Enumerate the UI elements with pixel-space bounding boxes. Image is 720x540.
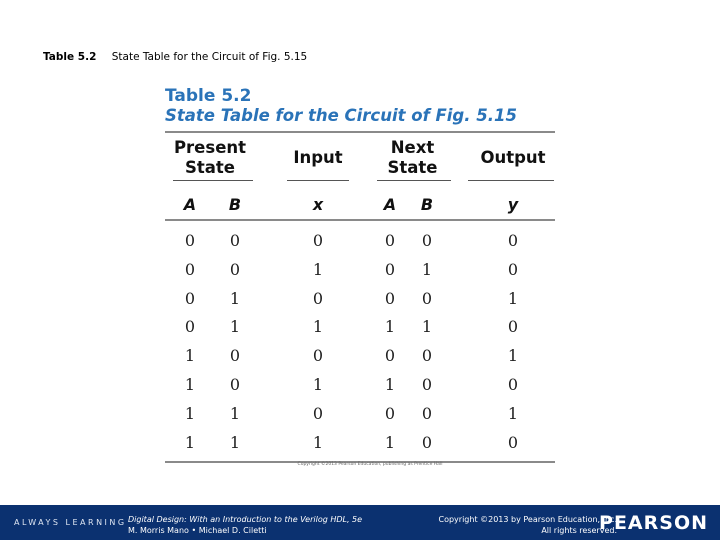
cell: 0 (384, 403, 396, 423)
cell: 1 (229, 432, 241, 452)
pearson-logo: PEARSON (599, 512, 708, 534)
cell: 1 (421, 317, 433, 337)
cell: 0 (384, 346, 396, 366)
table-row (165, 400, 555, 429)
subheader-x: x (312, 195, 324, 214)
cell: 0 (229, 259, 241, 279)
state-table-figure (165, 86, 555, 463)
subheader-next-b: B (420, 195, 434, 214)
output-underline (468, 180, 554, 181)
cell: 1 (384, 432, 396, 452)
next-state-header (375, 138, 450, 178)
caption-text: State Table for the Circuit of Fig. 5.15 (111, 51, 308, 63)
table-body (165, 227, 555, 457)
cell: 0 (384, 231, 396, 250)
subheader-next-a: A (383, 195, 397, 214)
cell: 0 (312, 403, 324, 423)
cell: 1 (421, 259, 433, 279)
figure-subtitle: State Table for the Circuit of Fig. 5.15 (165, 106, 517, 125)
cell: 1 (229, 403, 241, 423)
cell: 1 (184, 346, 196, 366)
present-state-line2: State (185, 158, 235, 177)
cell: 0 (421, 288, 433, 308)
cell: 0 (229, 231, 241, 250)
cell: 1 (507, 288, 519, 308)
cell: 0 (507, 317, 519, 337)
table-row (165, 429, 555, 458)
table-row (165, 256, 555, 285)
subheader-y: y (507, 195, 519, 214)
cell: 0 (507, 432, 519, 452)
always-learning-logo: ALWAYS LEARNING (14, 518, 127, 527)
cell: 1 (384, 374, 396, 394)
mid-rule (165, 219, 555, 221)
table-row (165, 285, 555, 314)
table-subheader (165, 189, 555, 219)
next-state-line2: State (387, 158, 438, 177)
slide-caption (43, 51, 307, 63)
next-state-underline (377, 180, 451, 181)
cell: 1 (507, 346, 519, 366)
copyright-line2: All rights reserved. (541, 526, 617, 535)
table-row (165, 342, 555, 371)
copyright-line1: Copyright ©2013 by Pearson Education, Inc. (438, 515, 617, 524)
book-authors: M. Morris Mano • Michael D. Ciletti (128, 526, 267, 535)
present-state-underline (173, 180, 253, 181)
cell: 0 (421, 432, 433, 452)
cell: 0 (184, 288, 196, 308)
next-state-line1: Next (390, 138, 435, 157)
cell: 1 (184, 432, 196, 452)
cell: 0 (229, 346, 241, 366)
cell: 0 (312, 346, 324, 366)
cell: 1 (312, 432, 324, 452)
cell: 1 (384, 317, 396, 337)
subheader-a: A (183, 195, 197, 214)
cell: 0 (384, 288, 396, 308)
cell: 0 (421, 346, 433, 366)
figure-title: Table 5.2 (165, 86, 252, 106)
present-state-header (165, 138, 255, 178)
subheader-b: B (228, 195, 242, 214)
cell: 1 (184, 403, 196, 423)
cell: 1 (184, 374, 196, 394)
cell: 0 (507, 259, 519, 279)
table-header (165, 133, 555, 189)
figure-copyright: Copyright ©2013 Pearson Education, publishing as Prentice Hall (297, 462, 443, 467)
cell: 0 (184, 317, 196, 337)
cell: 1 (312, 374, 324, 394)
cell: 0 (421, 231, 433, 250)
table-row (165, 227, 555, 256)
caption-number: Table 5.2 (43, 51, 97, 63)
cell: 0 (229, 374, 241, 394)
cell: 1 (507, 403, 519, 423)
cell: 1 (312, 259, 324, 279)
cell: 0 (184, 259, 196, 279)
cell: 0 (507, 231, 519, 250)
cell: 1 (312, 317, 324, 337)
present-state-line1: Present (173, 138, 247, 157)
output-header: Output (480, 148, 546, 167)
footer-bar (0, 505, 720, 540)
cell: 0 (507, 374, 519, 394)
table-row (165, 371, 555, 400)
cell: 0 (421, 403, 433, 423)
cell: 0 (312, 288, 324, 308)
input-header: Input (293, 148, 343, 167)
cell: 0 (312, 231, 324, 250)
book-title: Digital Design: With an Introduction to the Verilog HDL, 5e (128, 515, 363, 524)
cell: 1 (229, 288, 241, 308)
cell: 0 (384, 259, 396, 279)
input-underline (287, 180, 349, 181)
cell: 0 (421, 374, 433, 394)
cell: 1 (229, 317, 241, 337)
cell: 0 (184, 231, 196, 250)
table-row (165, 313, 555, 342)
